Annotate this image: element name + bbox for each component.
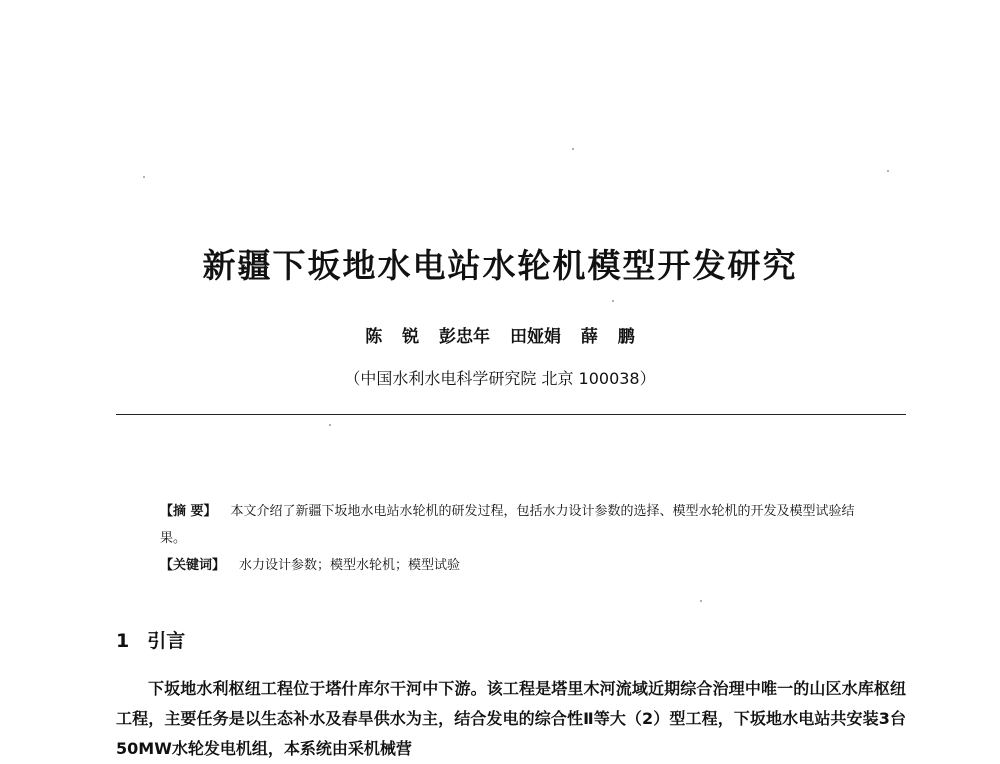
- author-list: 陈 锐 彭忠年 田娅娟 薛 鹏: [365, 327, 635, 347]
- abstract-block: [160, 498, 870, 579]
- affiliation: （中国水利水电科学研究院 北京 100038）: [344, 369, 656, 388]
- header-divider: [116, 414, 906, 415]
- scan-speck: [887, 170, 889, 172]
- abstract-paragraph: [160, 498, 870, 552]
- scan-speck: [612, 300, 614, 302]
- body-paragraph: 下坂地水利枢纽工程位于塔什库尔干河中下游。该工程是塔里木河流域近期综合治理中唯一的山区水库枢纽工程，主要任务是以生态补水及春旱供水为主，结合发电的综合性Ⅱ等大（2）型工程，下坂地水电站共安装3台50MW水轮发电机组，本系统由采机械营: [116, 679, 906, 758]
- keywords-label: 【关键词】: [160, 558, 226, 573]
- paper-title: 新疆下坂地水电站水轮机模型开发研究: [202, 246, 798, 285]
- scan-speck: [143, 176, 145, 178]
- abstract-text: 本文介绍了新疆下坂地水电站水轮机的研发过程，包括水力设计参数的选择、模型水轮机的开发及模型试验结果。: [160, 504, 855, 546]
- scan-speck: [329, 424, 331, 426]
- keywords-paragraph: [160, 552, 870, 579]
- keywords-text: 水力设计参数；模型水轮机；模型试验: [239, 558, 461, 573]
- scan-speck: [700, 600, 702, 602]
- section-title: 引言: [147, 630, 186, 652]
- section-number: 1: [116, 630, 130, 652]
- abstract-label: 【摘 要】: [160, 504, 217, 519]
- section-heading: [116, 626, 185, 653]
- scan-speck: [572, 148, 574, 150]
